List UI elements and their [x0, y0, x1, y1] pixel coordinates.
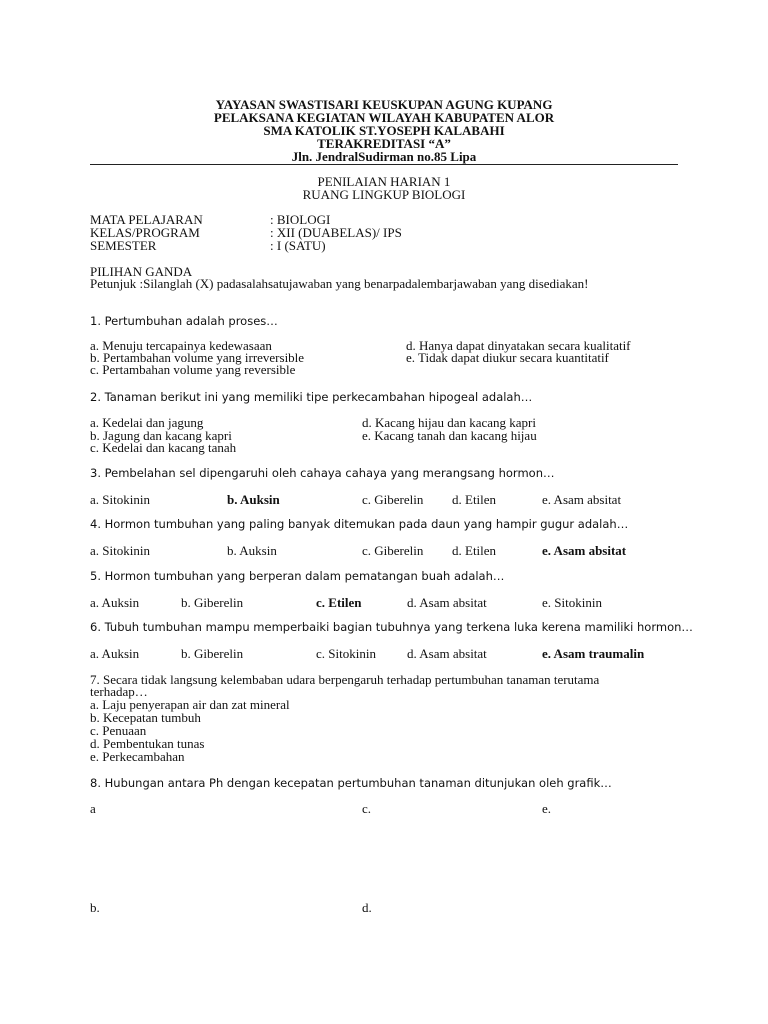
q4-option-c: c. Giberelin: [362, 543, 424, 558]
info-label-class: KELAS/PROGRAM: [90, 225, 200, 240]
question-3: 3. Pembelahan sel dipengaruhi oleh cahaya cahaya yang merangsang hormon…: [90, 466, 555, 480]
q6-option-d: d. Asam absitat: [407, 646, 487, 661]
q6-option-b: b. Giberelin: [181, 646, 244, 661]
q1-option-b: b. Pertambahan volume yang irreversible: [90, 350, 305, 365]
q7-option-e: e. Perkecambahan: [90, 749, 185, 764]
info-value-class: : XII (DUABELAS)/ IPS: [270, 225, 402, 240]
q3-option-c: c. Giberelin: [362, 492, 424, 507]
accreditation: TERAKREDITASI “A”: [317, 136, 451, 151]
q1-option-a: a. Menuju tercapainya kedewasaan: [90, 338, 272, 353]
q8-option-a: a: [90, 801, 96, 816]
info-label-semester: SEMESTER: [90, 238, 157, 253]
school-region-name: PELAKSANA KEGIATAN WILAYAH KABUPATEN ALOR: [213, 110, 555, 125]
q5-option-b: b. Giberelin: [181, 595, 244, 610]
question-5: 5. Hormon tumbuhan yang berperan dalam pematangan buah adalah…: [90, 569, 505, 583]
info-label-subject: MATA PELAJARAN: [90, 212, 203, 227]
q2-option-a: a. Kedelai dan jagung: [90, 415, 204, 430]
school-name: SMA KATOLIK ST.YOSEPH KALABAHI: [263, 123, 505, 138]
question-7-line1: 7. Secara tidak langsung kelembaban udara berpengaruh terhadap pertumbuhan tanaman terutama: [90, 672, 600, 687]
question-1: 1. Pertumbuhan adalah proses…: [90, 314, 278, 328]
q8-option-b: b.: [90, 900, 100, 915]
q3-option-d: d. Etilen: [452, 492, 497, 507]
question-7-line2: terhadap…: [90, 684, 148, 699]
q4-option-b: b. Auksin: [227, 543, 277, 558]
exam-title: PENILAIAN HARIAN 1: [317, 174, 451, 189]
school-foundation-name: YAYASAN SWASTISARI KEUSKUPAN AGUNG KUPANG: [215, 97, 553, 112]
q7-option-d: d. Pembentukan tunas: [90, 736, 205, 751]
header-divider: [90, 164, 678, 165]
q6-option-c: c. Sitokinin: [316, 646, 376, 661]
q3-option-e: e. Asam absitat: [542, 492, 622, 507]
q4-option-e: e. Asam absitat: [542, 543, 627, 558]
q2-option-b: b. Jagung dan kacang kapri: [90, 428, 232, 443]
q8-option-c: c.: [362, 801, 372, 816]
q7-option-c: c. Penuaan: [90, 723, 147, 738]
question-4: 4. Hormon tumbuhan yang paling banyak ditemukan pada daun yang hampir gugur adalah…: [90, 517, 629, 531]
q5-option-d: d. Asam absitat: [407, 595, 487, 610]
question-6: 6. Tubuh tumbuhan mampu memperbaiki bagian tubuhnya yang terkena luka kerena mamiliki hormon…: [90, 620, 693, 634]
q5-option-e: e. Sitokinin: [542, 595, 602, 610]
q2-option-c: c. Kedelai dan kacang tanah: [90, 440, 237, 455]
q3-option-b: b. Auksin: [227, 492, 280, 507]
q8-option-e: e.: [542, 801, 552, 816]
question-2: 2. Tanaman berikut ini yang memiliki tipe perkecambahan hipogeal adalah…: [90, 390, 533, 404]
q2-option-d: d. Kacang hijau dan kacang kapri: [362, 415, 536, 430]
q3-option-a: a. Sitokinin: [90, 492, 150, 507]
exam-subtitle: RUANG LINGKUP BIOLOGI: [302, 187, 466, 202]
q1-option-e: e. Tidak dapat diukur secara kuantitatif: [406, 350, 609, 365]
q7-option-b: b. Kecepatan tumbuh: [90, 710, 201, 725]
q1-option-d: d. Hanya dapat dinyatakan secara kualitatif: [406, 338, 631, 353]
section-title: PILIHAN GANDA: [90, 264, 193, 279]
info-value-semester: : I (SATU): [270, 238, 326, 253]
info-value-subject: : BIOLOGI: [270, 212, 331, 227]
q4-option-d: d. Etilen: [452, 543, 497, 558]
section-instruction: Petunjuk :Silanglah (X) padasalahsatujawaban yang benarpadalembarjawaban yang disediakan!: [90, 276, 589, 291]
q8-option-d: d.: [362, 900, 372, 915]
q1-option-c: c. Pertambahan volume yang reversible: [90, 362, 296, 377]
q4-option-a: a. Sitokinin: [90, 543, 150, 558]
q7-option-a: a. Laju penyerapan air dan zat mineral: [90, 697, 290, 712]
q2-option-e: e. Kacang tanah dan kacang hijau: [362, 428, 537, 443]
q6-option-e: e. Asam traumalin: [542, 646, 645, 661]
question-8: 8. Hubungan antara Ph dengan kecepatan pertumbuhan tanaman ditunjukan oleh grafik…: [90, 776, 612, 790]
q5-option-a: a. Auksin: [90, 595, 140, 610]
q5-option-c: c. Etilen: [316, 595, 362, 610]
school-address: Jln. JendralSudirman no.85 Lipa: [291, 149, 477, 164]
q6-option-a: a. Auksin: [90, 646, 140, 661]
